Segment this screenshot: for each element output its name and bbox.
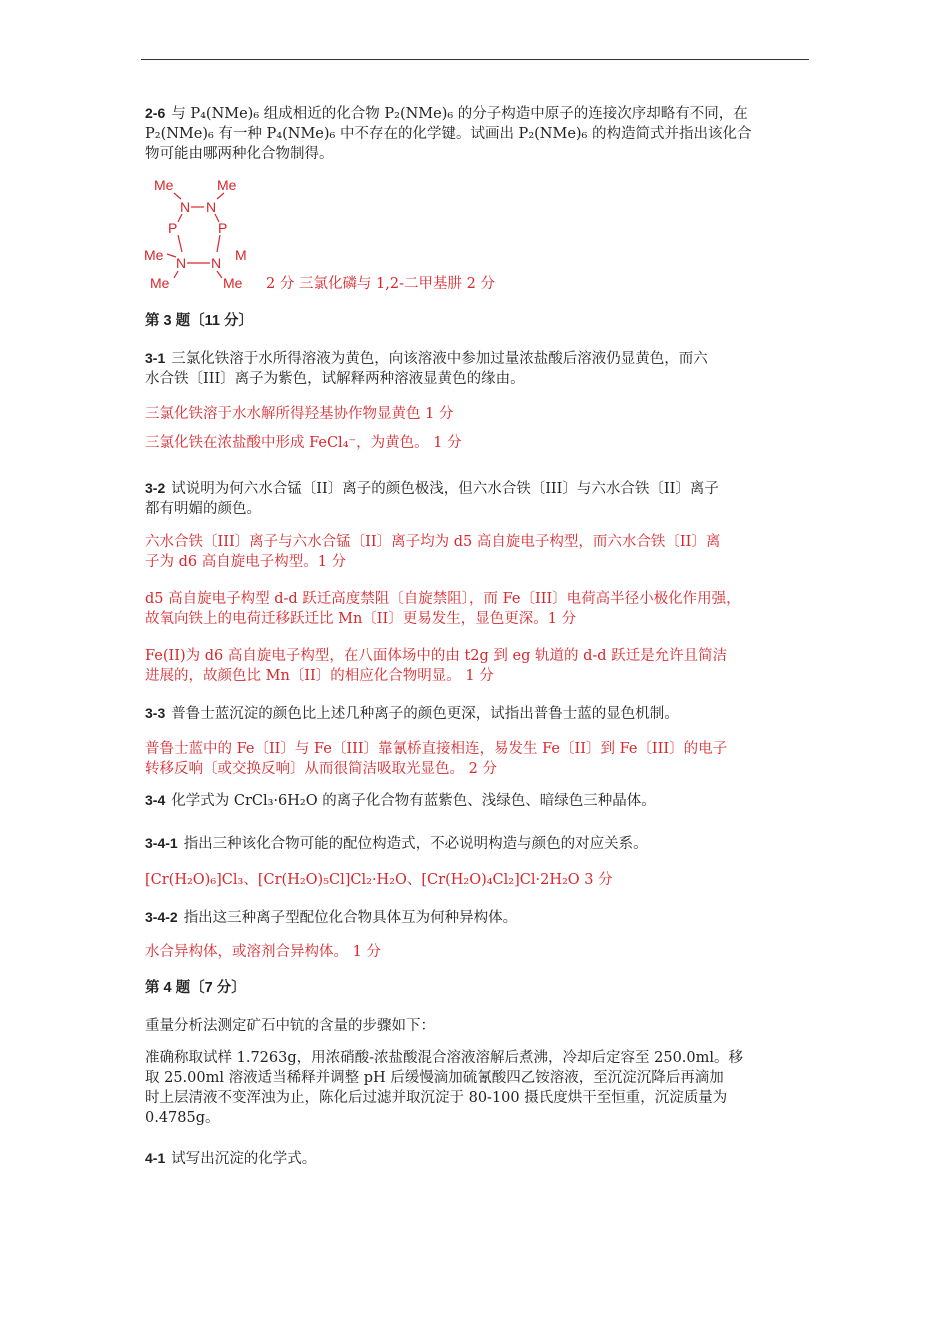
answer-line: 普鲁士蓝中的 Fe〔II〕与 Fe〔III〕靠氰桥直接相连，易发生 Fe〔II〕到 Fe〔III〕的电子 [145,741,728,757]
question-text: 试写出沉淀的化学式。 [171,1151,317,1167]
question-4-procedure [145,1048,743,1128]
question-text: 普鲁士蓝沉淀的颜色比上述几种离子的颜色更深，试指出普鲁士蓝的显色机制。 [171,706,679,722]
atom-me: Me [154,177,174,193]
atom-me: Me [150,275,170,291]
procedure-line: 时上层清液不变浑浊为止，陈化后过滤并取沉淀于 80-100 摄氏度烘干至恒重，沉淀质量为 [145,1090,728,1106]
answer-line: d5 高自旋电子构型 d-d 跃迁高度禁阻〔自旋禁阻〕，而 Fe〔III〕电荷高半径小极化作用强， [145,591,741,607]
question-text: 化学式为 CrCl₃·6H₂O 的离子化合物有蓝紫色、浅绿色、暗绿色三种晶体。 [171,793,656,809]
atom-p: P [218,220,228,236]
question-3-4-2 [145,907,517,928]
answer-3-2-c [145,646,727,686]
question-text: 三氯化铁溶于水所得溶液为黄色，向该溶液中参加过量浓盐酸后溶液仍显黄色，而六 [171,351,708,367]
question-number: 3-4 [145,792,166,808]
question-text: 与 P₄(NMe)₆ 组成相近的化合物 P₂(NMe)₆ 的分子构造中原子的连接次序却略有不同，在 [171,106,748,122]
question-number: 3-3 [145,705,166,721]
atom-me: Me [223,275,243,291]
question-text: 指出三种该化合物可能的配位构造式，不必说明构造与颜色的对应关系。 [183,836,648,852]
answer-3-2-b [145,589,741,629]
question-number: 3-4-1 [145,835,178,851]
answer-3-4-1: [Cr(H₂O)₆]Cl₃、[Cr(H₂O)₅Cl]Cl₂·H₂O、[Cr(H₂O)₄Cl₂]Cl·2H₂O 3 分 [145,872,613,888]
question-2-6 [145,103,751,164]
procedure-line: 0.4785g。 [145,1110,220,1126]
question-text: 指出这三种离子型配位化合物具体互为何种异构体。 [183,910,518,926]
question-3-4-1 [145,833,648,854]
question-3-1 [145,348,708,389]
question-number: 4-1 [145,1150,166,1166]
question-2-6-line3: 物可能由哪两种化合物制得。 [145,146,334,162]
procedure-line: 准确称取试样 1.7263g，用浓硝酸-浓盐酸混合溶液溶解后煮沸，冷却后定容至 250.0ml。移 [145,1050,744,1066]
answer-line: 故氧向铁上的电荷迁移跃迁比 Mn〔II〕更易发生，显色更深。1 分 [145,611,577,627]
question-3-3 [145,703,679,724]
answer-line: 六水合铁〔III〕离子与六水合锰〔II〕离子均为 d5 高自旋电子构型，而六水合铁〔II〕离 [145,534,721,550]
atom-n: N [180,199,191,215]
answer-3-4-2: 水合异构体，或溶剂合异构体。 1 分 [145,944,381,960]
question-number: 2-6 [145,105,166,121]
answer-line: 子为 d6 高自旋电子构型。1 分 [145,554,347,570]
answer-line: Fe(II)为 d6 高自旋电子构型，在八面体场中的由 t2g 到 eg 轨道的 d-d 跃迁是允许且简洁 [145,648,728,664]
atom-n: N [176,255,187,271]
question-2-6-answer: 2 分 三氯化磷与 1,2-二甲基肼 2 分 [266,276,495,292]
question-3-4 [145,790,656,811]
question-number: 3-1 [145,350,166,366]
answer-3-3 [145,739,727,779]
question-text: 水合铁〔III〕离子为紫色，试解释两种溶液显黄色的缘由。 [145,371,525,387]
procedure-line: 取 25.00ml 溶液适当稀释并调整 pH 后缓慢滴加硫氰酸四乙铵溶液，至沉淀沉降后再滴加 [145,1070,724,1086]
atom-me: Me [144,247,164,263]
answer-3-1-b: 三氯化铁在浓盐酸中形成 FeCl₄⁻，为黄色。 1 分 [145,435,462,451]
question-number: 3-4-2 [145,909,178,925]
question-4-1 [145,1148,316,1169]
question-2-6-line1 [145,103,751,124]
question-2-6-line2: P₂(NMe)₆ 有一种 P₄(NMe)₆ 中不存在的化学键。试画出 P₂(NMe)₆ 的构造简式并指出该化合 [145,126,752,142]
question-3-2 [145,478,719,519]
header-rule [141,59,809,60]
section-title: 第 4 题〔7 分〕 [145,980,246,996]
question-text: 都有明媚的颜色。 [145,501,261,517]
atom-n: N [206,199,217,215]
p2-nme6-structure-diagram [140,172,255,292]
answer-3-1-a: 三氯化铁溶于水水解所得羟基协作物显黄色 1 分 [145,406,454,422]
answer-line: 进展的，故颜色比 Mn〔II〕的相应化合物明显。 1 分 [145,668,494,684]
section-title: 第 3 题〔11 分〕 [145,313,253,329]
atom-n: N [211,255,222,271]
question-4-intro: 重量分析法测定矿石中钪的含量的步骤如下： [145,1018,435,1034]
answer-line: 转移反响〔或交换反响〕从而很简洁吸取光显色。 2 分 [145,761,497,777]
answer-3-2-a [145,532,720,572]
atom-m-partial: M [235,247,247,263]
atom-p: P [168,220,178,236]
question-text: 试说明为何六水合锰〔II〕离子的颜色极浅，但六水合铁〔III〕与六水合铁〔II〕离子 [171,481,719,497]
atom-me: Me [217,177,237,193]
question-number: 3-2 [145,480,166,496]
